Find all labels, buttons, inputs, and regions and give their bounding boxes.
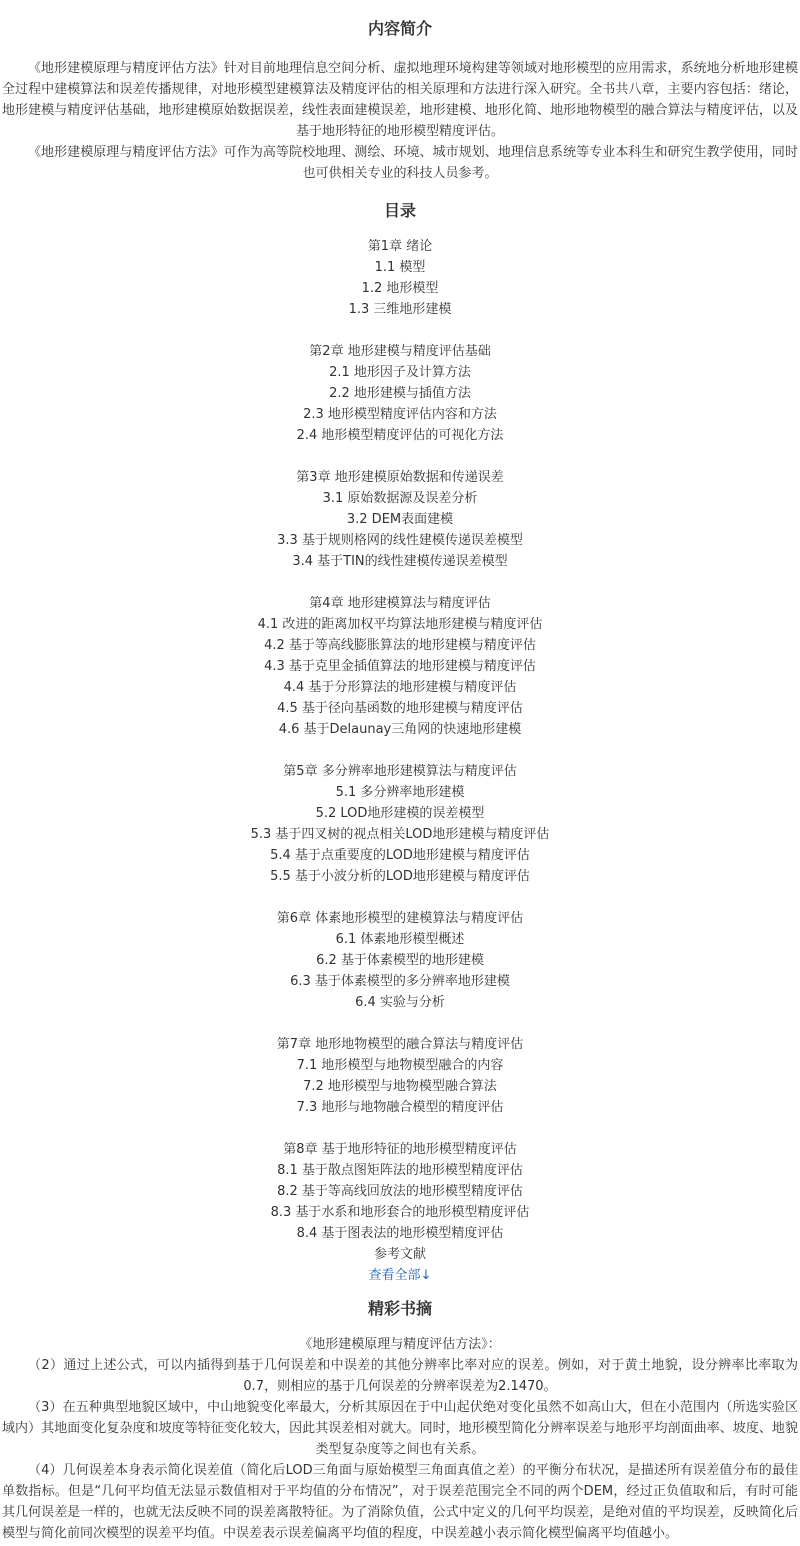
toc-chapter-group bbox=[2, 341, 798, 446]
toc-section-item: 4.6 基于Delaunay三角网的快速地形建模 bbox=[278, 722, 522, 737]
toc-section-item: 4.1 改进的距离加权平均算法地形建模与精度评估 bbox=[257, 617, 543, 632]
toc-section-item: 6.4 实验与分析 bbox=[355, 995, 445, 1010]
toc-section-item: 6.2 基于体素模型的地形建模 bbox=[316, 953, 484, 968]
toc-section-item: 6.3 基于体素模型的多分辨率地形建模 bbox=[290, 974, 510, 989]
toc-section-item: 3.2 DEM表面建模 bbox=[346, 512, 454, 527]
toc-section-item: 6.1 体素地形模型概述 bbox=[335, 932, 465, 947]
toc-section-item: 2.3 地形模型精度评估内容和方法 bbox=[303, 407, 497, 422]
toc-tail bbox=[2, 1244, 798, 1286]
toc-section-item: 4.3 基于克里金插值算法的地形建模与精度评估 bbox=[264, 659, 536, 674]
toc-heading: 目录 bbox=[383, 201, 416, 220]
excerpt-book-title: 《地形建模原理与精度评估方法》： bbox=[299, 1337, 501, 1352]
toc-section-item: 4.4 基于分形算法的地形建模与精度评估 bbox=[283, 680, 517, 695]
toc-section-item: 2.2 地形建模与插值方法 bbox=[329, 386, 471, 401]
toc-chapter-title: 第4章 地形建模算法与精度评估 bbox=[309, 596, 491, 611]
toc-section-item: 7.3 地形与地物融合模型的精度评估 bbox=[296, 1100, 504, 1115]
toc-section-item: 7.2 地形模型与地物模型融合算法 bbox=[303, 1079, 497, 1094]
toc-chapter-title: 第3章 地形建模原始数据和传递误差 bbox=[296, 470, 504, 485]
intro-paragraph: 《地形建模原理与精度评估方法》可作为高等院校地理、测绘、环境、城市规划、地理信息系统等专业本科生和研究生教学使用，同时也可供相关专业的科技人员参考。 bbox=[28, 145, 798, 181]
view-all-row bbox=[2, 1265, 798, 1286]
toc-references: 参考文献 bbox=[373, 1247, 426, 1262]
excerpt-paragraph: （4）几何误差本身表示简化误差值（简化后LOD三角面与原始模型三角面真值之差）的平衡分布状况，是描述所有误差值分布的最佳单数指标。但是“几何平均值无法显示数值相对于平均值的分布情况”，对于误差范围完全不同的两个DEM，经过正负值取和后，有时可能其几何误差是一样的，也就无法反映不同的误差离散特征。为了消除负值，公式中定义的几何平均误差，是绝对值的平均误差，反映简化后模型与简化前同次模型的误差平均值。中误差表示误差偏离平均值的程度，中误差越小表示简化模型偏离平均值越小。 bbox=[2, 1463, 798, 1541]
toc-section-item: 7.1 地形模型与地物模型融合的内容 bbox=[296, 1058, 504, 1073]
intro-section bbox=[2, 58, 798, 184]
toc-section-item: 5.1 多分辨率地形建模 bbox=[335, 785, 465, 800]
toc-chapter-title: 第6章 体素地形模型的建模算法与精度评估 bbox=[276, 911, 524, 926]
toc-section-item: 8.1 基于散点图矩阵法的地形模型精度评估 bbox=[277, 1163, 523, 1178]
toc-section-item: 4.2 基于等高线膨胀算法的地形建模与精度评估 bbox=[264, 638, 536, 653]
table-of-contents bbox=[2, 236, 798, 1286]
excerpt-paragraph: （3）在五种典型地貌区域中，中山地貌变化率最大，分析其原因在于中山起伏绝对变化虽然不如高山大，但在小范围内（所选实验区域内）其地面变化复杂度和坡度等特征变化较大，因此其误差相对就大。同时，地形模型简化分辨率误差与地形平均剖面曲率、坡度、地貌类型复杂度等之间也有关系。 bbox=[2, 1400, 798, 1457]
toc-chapter-group bbox=[2, 761, 798, 887]
toc-chapter-group bbox=[2, 908, 798, 1013]
toc-chapter-title: 第7章 地形地物模型的融合算法与精度评估 bbox=[276, 1037, 524, 1052]
toc-chapter-title: 第8章 基于地形特征的地形模型精度评估 bbox=[283, 1142, 517, 1157]
toc-section-item: 1.2 地形模型 bbox=[361, 281, 439, 296]
toc-chapter-group bbox=[2, 236, 798, 320]
toc-section-item: 1.3 三维地形建模 bbox=[348, 302, 452, 317]
toc-section-item: 8.4 基于图表法的地形模型精度评估 bbox=[296, 1226, 504, 1241]
view-all-link[interactable]: 查看全部↓ bbox=[368, 1268, 432, 1283]
toc-section-item: 5.5 基于小波分析的LOD地形建模与精度评估 bbox=[270, 869, 530, 884]
toc-chapter-group bbox=[2, 593, 798, 740]
toc-section-item: 5.3 基于四叉树的视点相关LOD地形建模与精度评估 bbox=[250, 827, 550, 842]
toc-section-item: 8.3 基于水系和地形套合的地形模型精度评估 bbox=[270, 1205, 530, 1220]
toc-section-item: 4.5 基于径向基函数的地形建模与精度评估 bbox=[277, 701, 523, 716]
toc-section-item: 5.4 基于点重要度的LOD地形建模与精度评估 bbox=[270, 848, 530, 863]
toc-chapter-group bbox=[2, 1034, 798, 1118]
toc-section-item: 1.1 模型 bbox=[374, 260, 426, 275]
toc-section-item: 2.1 地形因子及计算方法 bbox=[329, 365, 471, 380]
toc-chapter-title: 第5章 多分辨率地形建模算法与精度评估 bbox=[283, 764, 517, 779]
excerpt-section bbox=[2, 1334, 798, 1544]
toc-section-item: 8.2 基于等高线回放法的地形模型精度评估 bbox=[277, 1184, 523, 1199]
toc-chapter-group bbox=[2, 467, 798, 572]
excerpt-heading: 精彩书摘 bbox=[367, 1299, 432, 1318]
intro-paragraph: 《地形建模原理与精度评估方法》针对目前地理信息空间分析、虚拟地理环境构建等领域对地形模型的应用需求，系统地分析地形建模全过程中建模算法和误差传播规律，对地形模型建模算法及精度评估的相关原理和方法进行深入研究。全书共八章，主要内容包括：绪论，地形建模与精度评估基础，地形建模原始数据误差，线性表面建模误差，地形建模、地形化简、地形地物模型的融合算法与精度评估，以及基于地形特征的地形模型精度评估。 bbox=[2, 61, 798, 139]
toc-section-item: 5.2 LOD地形建模的误差模型 bbox=[315, 806, 485, 821]
toc-chapter-group bbox=[2, 1139, 798, 1244]
toc-section-item: 3.1 原始数据源及误差分析 bbox=[322, 491, 478, 506]
toc-section-item: 3.3 基于规则格网的线性建模传递误差模型 bbox=[277, 533, 523, 548]
excerpt-paragraph: （2）通过上述公式，可以内插得到基于几何误差和中误差的其他分辨率比率对应的误差。例如，对于黄土地貌，设分辨率比率取为0.7，则相应的基于几何误差的分辨率误差为2.1470。 bbox=[28, 1358, 798, 1394]
toc-section-item: 3.4 基于TIN的线性建模传递误差模型 bbox=[292, 554, 508, 569]
intro-heading: 内容简介 bbox=[367, 19, 432, 38]
toc-chapter-title: 第2章 地形建模与精度评估基础 bbox=[309, 344, 491, 359]
toc-section-item: 2.4 地形模型精度评估的可视化方法 bbox=[296, 428, 504, 443]
toc-chapter-title: 第1章 绪论 bbox=[367, 239, 433, 254]
